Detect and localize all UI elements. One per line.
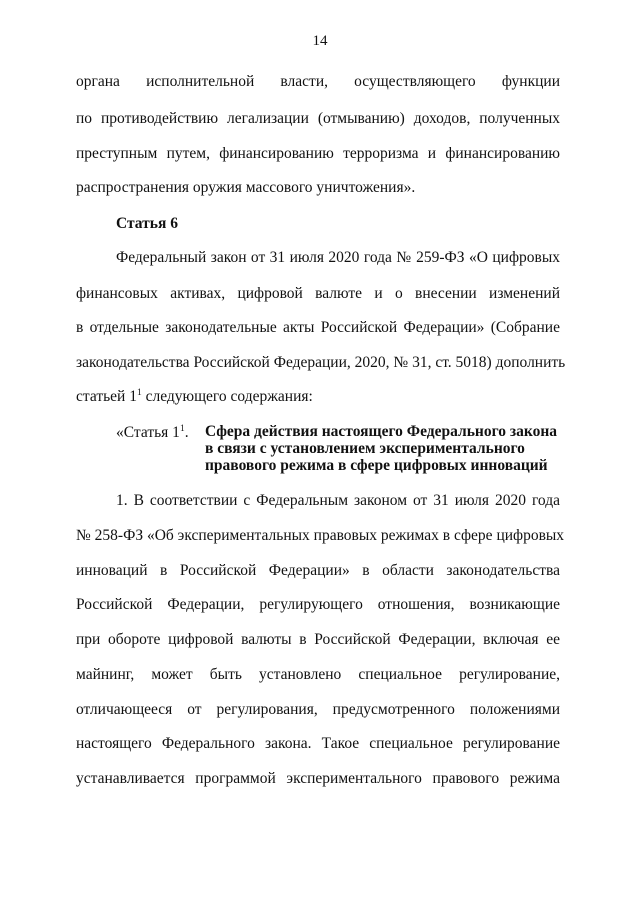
paragraph-line: статьей $1^1$ следующего содержания: [76, 388, 313, 405]
paragraph-line: финансовых активах, цифровой валюте и о внесении изменений [76, 285, 560, 302]
paragraph-line: при обороте цифровой валюты в Российской Федерации, включая ее [76, 631, 560, 648]
paragraph-line: органа исполнительной власти, осуществляющего функции [76, 73, 560, 90]
paragraph-line: 1. В соответствии с Федеральным законом от 31 июля 2020 года [116, 492, 560, 509]
new-article-label: «Статья $1^1$. [116, 424, 189, 441]
page-number: 14 [312, 33, 328, 49]
paragraph-line: распространения оружия массового уничтожения». [76, 179, 416, 196]
paragraph-line: Федеральный закон от 31 июля 2020 года № 259-ФЗ «О цифровых [116, 249, 560, 266]
paragraph-line: законодательства Российской Федерации, 2020, № 31, ст. 5018) дополнить [76, 354, 566, 371]
paragraph-line: преступным путем, финансированию терроризма и финансированию [76, 145, 560, 162]
paragraph-line: инноваций в Российской Федерации» в области законодательства [76, 562, 560, 579]
superscript: 1 [179, 424, 185, 434]
paragraph-line: устанавливается программой экспериментального правового режима [76, 770, 560, 787]
new-article-title-line: правового режима в сфере цифровых инноваций [205, 457, 548, 474]
paragraph-line: № 258-ФЗ «Об экспериментальных правовых режимах в сфере цифровых [76, 527, 565, 544]
paragraph-line: отличающееся от регулирования, предусмотренного положениями [76, 701, 560, 718]
paragraph-line: в отдельные законодательные акты Российской Федерации» (Собрание [76, 319, 560, 336]
superscript: 1 [136, 388, 142, 398]
new-article-title-line: Сфера действия настоящего Федерального закона [205, 423, 558, 440]
new-article-title-line: в связи с установлением экспериментального [205, 440, 525, 457]
paragraph-line: по противодействию легализации (отмыванию) доходов, полученных [76, 110, 560, 127]
paragraph-line: майнинг, может быть установлено специальное регулирование, [76, 666, 560, 683]
article-heading: Статья 6 [116, 215, 178, 232]
paragraph-line: настоящего Федерального закона. Такое специальное регулирование [76, 735, 560, 752]
paragraph-line: Российской Федерации, регулирующего отношения, возникающие [76, 596, 560, 613]
